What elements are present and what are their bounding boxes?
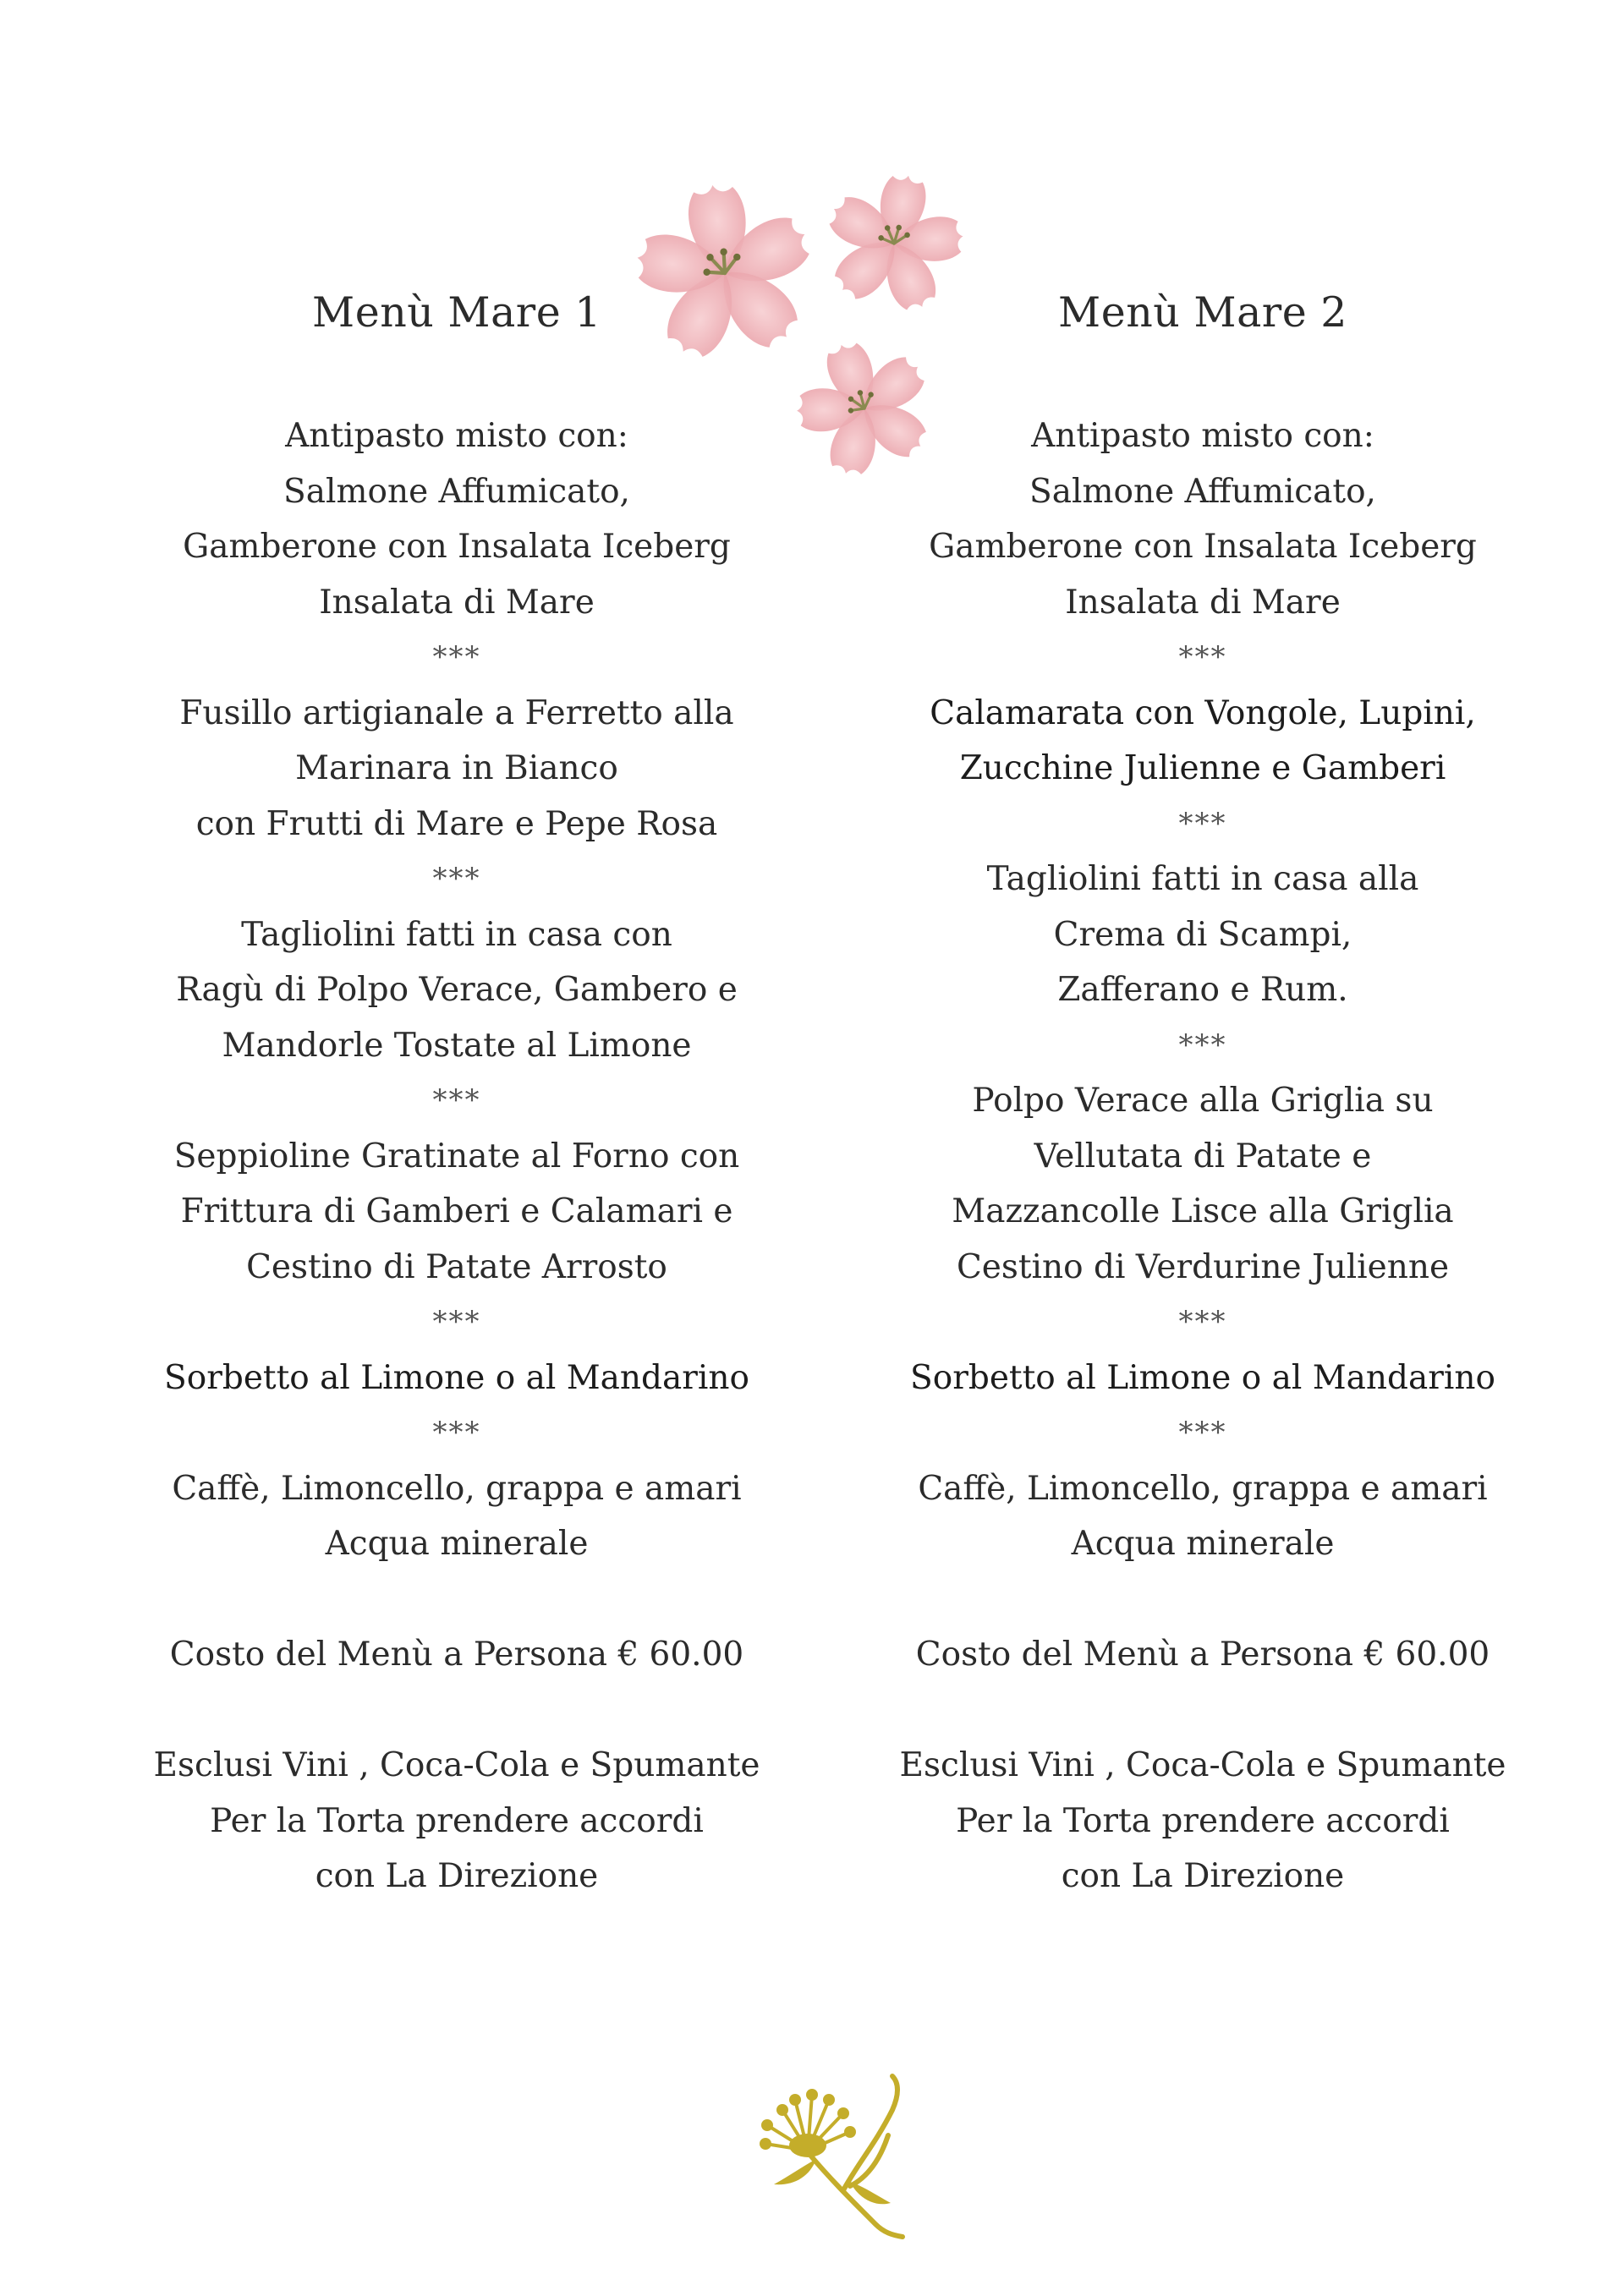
menu-line: Mazzancolle Lisce alla Griglia [952,1192,1454,1230]
menu-line: Fusillo artigianale a Ferretto alla [179,693,734,732]
menu-line: Tagliolini fatti in casa alla [986,860,1419,898]
menu-title: Menù Mare 2 [1058,288,1347,337]
menu-line: Acqua minerale [1071,1525,1335,1563]
menu-lines [110,408,804,1904]
menu-line: Polpo Verace alla Griglia su [972,1082,1434,1120]
menu-line: Sorbetto al Limone o al Mandarino [164,1358,749,1397]
course-separator: *** [1178,1416,1227,1449]
menu-line: Antipasto misto con: [1031,417,1374,455]
spacer [856,1683,1550,1739]
spacer [856,1572,1550,1628]
menu-line: Vellutata di Patate e [1034,1137,1372,1175]
menu-line: Salmone Affumicato, [283,472,630,511]
menu-line: Gamberone con Insalata Iceberg [929,528,1477,566]
menu-line: Costo del Menù a Persona € 60.00 [169,1636,744,1674]
menu-line: Gamberone con Insalata Iceberg [183,528,731,566]
menu-line: Seppioline Gratinate al Forno con [173,1137,740,1175]
menu-line: Insalata di Mare [1065,583,1341,622]
spacer [110,1572,804,1628]
course-separator: *** [432,862,481,896]
course-separator: *** [432,1416,481,1449]
menu-line: Costo del Menù a Persona € 60.00 [915,1636,1490,1674]
course-separator: *** [1178,1027,1227,1062]
menu-line: Insalata di Mare [319,583,595,622]
menu-line: Per la Torta prendere accordi [956,1801,1450,1840]
menu-line: Mandorle Tostate al Limone [222,1026,692,1065]
menu-line: Antipasto misto con: [285,417,628,455]
menu-line: Cestino di Patate Arrosto [246,1247,667,1286]
course-separator: *** [1178,640,1227,674]
course-separator: *** [432,1083,481,1117]
course-separator: *** [1178,1305,1227,1339]
menu-line: Caffè, Limoncello, grappa e amari [918,1469,1488,1508]
menu-line: Calamarata con Vongole, Lupini, [930,693,1476,732]
menu-column-mare-1 [110,283,804,1904]
spacer [110,1683,804,1739]
course-separator: *** [1178,806,1227,841]
menu-line: Acqua minerale [325,1525,589,1563]
menu-line: Salmone Affumicato, [1029,472,1376,511]
menu-line: Ragù di Polpo Verace, Gambero e [176,971,738,1009]
menu-line: Cestino di Verdurine Julienne [956,1247,1450,1286]
menu-column-mare-2 [856,283,1550,1904]
menu-line: Marinara in Bianco [295,749,618,787]
menu-title: Menù Mare 1 [312,288,601,337]
menu-line: Sorbetto al Limone o al Mandarino [910,1358,1495,1397]
menu-line: Esclusi Vini , Coca-Cola e Spumante [153,1746,760,1784]
menu-line: Esclusi Vini , Coca-Cola e Spumante [899,1746,1506,1784]
menu-lines [856,408,1550,1904]
menu-line: con Frutti di Mare e Pepe Rosa [195,804,718,843]
menu-line: Crema di Scampi, [1053,915,1352,954]
course-separator: *** [432,640,481,674]
menu-line: con La Direzione [1061,1857,1345,1895]
menu-line: Per la Torta prendere accordi [210,1801,704,1840]
menu-line: con La Direzione [315,1857,599,1895]
menu-line: Frittura di Gamberi e Calamari e [180,1192,733,1230]
golden-flower-sprig-icon [749,2051,918,2245]
menu-line: Tagliolini fatti in casa con [241,915,672,954]
menu-line: Zafferano e Rum. [1057,971,1348,1009]
menu-line: Zucchine Julienne e Gamberi [959,749,1446,787]
course-separator: *** [432,1305,481,1339]
menu-line: Caffè, Limoncello, grappa e amari [172,1469,742,1508]
